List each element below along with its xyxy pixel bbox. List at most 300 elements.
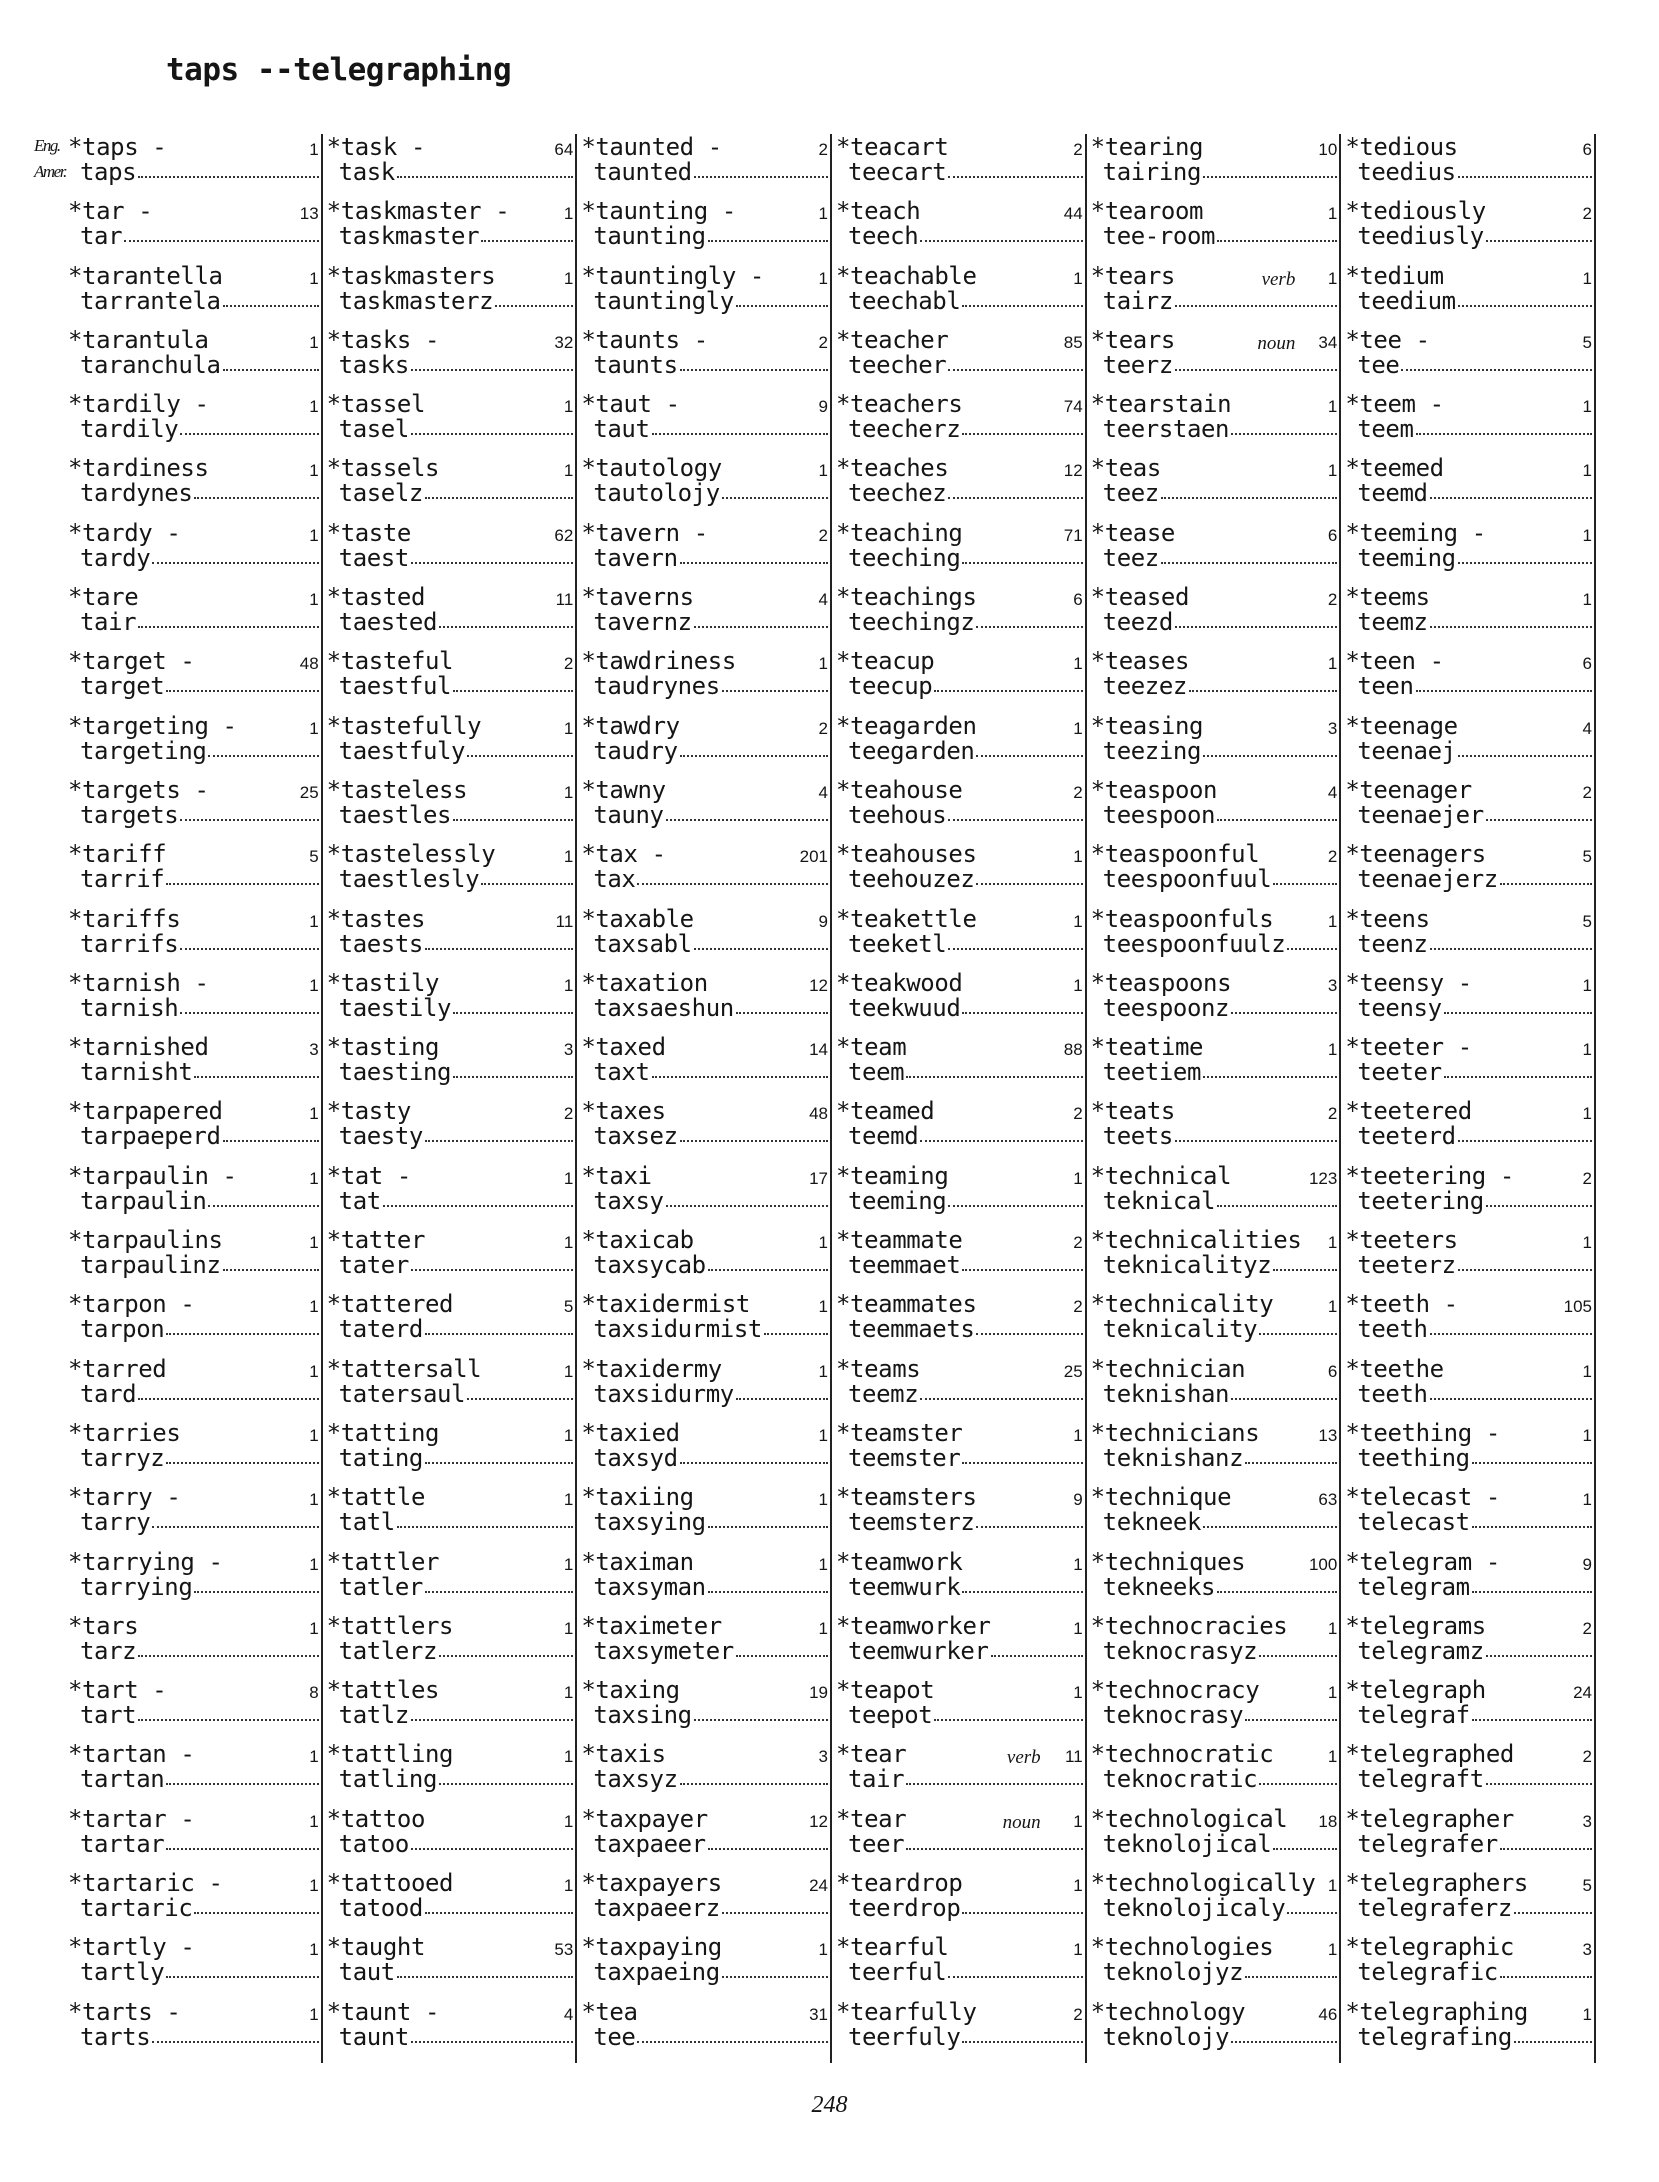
word-entry — [1087, 1934, 1340, 1998]
frequency-count: 12 — [1063, 461, 1083, 481]
word-entry — [577, 327, 830, 391]
frequency-count: 48 — [809, 1104, 828, 1124]
word-column-1 — [68, 134, 323, 2063]
english-spelling: *taunts - — [581, 325, 708, 354]
frequency-count: 1 — [1073, 1811, 1083, 1831]
english-spelling: *tarantula — [68, 325, 209, 354]
frequency-count: 5 — [563, 1297, 574, 1317]
dotted-leader — [1514, 2025, 1592, 2043]
frequency-count: 1 — [309, 2004, 319, 2024]
frequency-count: 1 — [309, 718, 319, 738]
dotted-leader — [1458, 160, 1592, 178]
english-spelling: *tart - — [68, 1676, 167, 1705]
phonetic-spelling: target — [80, 674, 165, 700]
word-entry — [1087, 1420, 1340, 1484]
word-entry — [1341, 1613, 1594, 1677]
phonetic-row — [836, 932, 1083, 957]
phonetic-row — [836, 224, 1083, 249]
frequency-count: 2 — [818, 525, 828, 545]
word-entry — [832, 520, 1085, 584]
phonetic-row — [836, 610, 1083, 635]
phonetic-spelling: teknolojicaly — [1102, 1896, 1286, 1922]
frequency-count: 2 — [1073, 1233, 1083, 1253]
word-column-6 — [1341, 134, 1596, 2063]
word-entry — [1087, 1999, 1340, 2063]
frequency-count: 4 — [818, 782, 828, 802]
dotted-leader — [962, 996, 1082, 1014]
phonetic-spelling: tatoo — [338, 1831, 409, 1857]
english-spelling: *tawny — [581, 775, 666, 804]
dotted-leader — [1273, 867, 1337, 885]
dotted-leader — [1273, 1832, 1337, 1850]
frequency-count: 1 — [563, 1490, 574, 1510]
phonetic-spelling: taunt — [338, 2024, 409, 2050]
english-spelling: *technological — [1090, 1804, 1288, 1833]
phonetic-spelling: tardynes — [80, 481, 193, 507]
frequency-count: 1 — [563, 268, 574, 288]
frequency-count: 1 — [818, 1618, 828, 1638]
dotted-leader — [694, 932, 828, 950]
phonetic-row — [1091, 224, 1338, 249]
english-spelling: *teammate — [836, 1226, 963, 1255]
english-spelling: *tedium — [1345, 261, 1444, 290]
dotted-leader — [223, 289, 319, 307]
phonetic-row — [327, 1575, 574, 1600]
dotted-leader — [708, 1510, 828, 1528]
english-spelling: *tarnish - — [68, 968, 209, 997]
english-spelling: *techniques — [1090, 1547, 1246, 1576]
phonetic-row — [327, 1124, 574, 1149]
frequency-count: 85 — [1063, 332, 1083, 352]
phonetic-row — [1345, 289, 1592, 314]
phonetic-row — [68, 481, 319, 506]
phonetic-spelling: teem — [1357, 417, 1414, 443]
word-entry — [577, 1741, 830, 1805]
word-entry — [323, 1098, 576, 1162]
phonetic-spelling: tasel — [338, 417, 409, 443]
english-spelling: *tattling — [326, 1740, 454, 1769]
english-spelling: *tassels — [326, 454, 440, 483]
phonetic-row — [836, 1832, 1083, 1857]
frequency-count: 3 — [309, 1040, 319, 1060]
phonetic-spelling: teenaejer — [1357, 802, 1484, 828]
phonetic-row — [327, 417, 574, 442]
english-spelling: *technicalities — [1090, 1226, 1302, 1255]
phonetic-row — [1091, 1639, 1338, 1664]
dotted-leader — [1458, 1124, 1592, 1142]
phonetic-spelling: teknishanz — [1102, 1445, 1244, 1471]
word-entry — [323, 1806, 576, 1870]
word-entry — [577, 391, 830, 455]
word-entry — [1341, 1034, 1594, 1098]
dotted-leader — [948, 481, 1082, 499]
english-spelling: *taxpayers — [581, 1869, 722, 1898]
english-spelling: *tastefully — [326, 711, 482, 740]
english-spelling: *taxpayer — [581, 1804, 708, 1833]
phonetic-spelling: teerz — [1102, 352, 1173, 378]
dotted-leader — [180, 932, 318, 950]
phonetic-row — [1345, 1960, 1592, 1985]
word-entry — [577, 1613, 830, 1677]
frequency-count: 2 — [1327, 590, 1338, 610]
dotted-leader — [1189, 674, 1337, 692]
frequency-count: 1 — [1582, 1233, 1592, 1253]
dotted-leader — [1203, 739, 1337, 757]
phonetic-row — [1091, 1317, 1338, 1342]
frequency-count: 1 — [1327, 1876, 1338, 1896]
word-entry — [68, 584, 321, 648]
frequency-count: 1 — [563, 397, 574, 417]
english-spelling: *targets - — [68, 775, 209, 804]
phonetic-spelling: tat — [338, 1188, 381, 1214]
word-entry — [832, 1034, 1085, 1098]
phonetic-row — [1091, 1060, 1338, 1085]
phonetic-row — [581, 1767, 828, 1792]
english-spelling: *tasty — [326, 1097, 411, 1126]
phonetic-spelling: teemster — [848, 1445, 961, 1471]
dotted-leader — [1231, 2025, 1337, 2043]
phonetic-spelling: telegrafing — [1357, 2024, 1512, 2050]
phonetic-spelling: taxsyz — [593, 1767, 678, 1793]
word-entry — [1341, 1677, 1594, 1741]
dotted-leader — [962, 1253, 1082, 1271]
dotted-leader — [166, 1446, 318, 1464]
phonetic-row — [836, 1767, 1083, 1792]
phonetic-row — [327, 160, 574, 185]
english-spelling: *taxidermist — [581, 1290, 750, 1319]
phonetic-row — [68, 417, 319, 442]
part-of-speech: noun — [1257, 332, 1296, 354]
word-entry — [68, 1484, 321, 1548]
english-spelling: *tears — [1090, 261, 1175, 290]
phonetic-row — [836, 1060, 1083, 1085]
word-entry — [577, 1163, 830, 1227]
word-entry — [577, 1291, 830, 1355]
english-spelling: *tarpapered — [68, 1097, 223, 1126]
dotted-leader — [1273, 1253, 1337, 1271]
word-entry — [832, 1098, 1085, 1162]
word-entry — [577, 1806, 830, 1870]
english-spelling: *targeting - — [68, 711, 237, 740]
frequency-count: 11 — [555, 911, 574, 931]
phonetic-spelling: teespoon — [1102, 802, 1216, 828]
english-spelling: *technocracies — [1090, 1611, 1288, 1640]
phonetic-spelling: tarry — [80, 1510, 151, 1536]
frequency-count: 1 — [818, 1554, 828, 1574]
word-entry — [577, 1999, 830, 2063]
frequency-count: 1 — [1327, 397, 1338, 417]
phonetic-row — [836, 1446, 1083, 1471]
phonetic-spelling: teegarden — [848, 738, 975, 764]
phonetic-row — [581, 417, 828, 442]
dotted-leader — [680, 739, 828, 757]
phonetic-row — [1345, 610, 1592, 635]
english-spelling: *taverns — [581, 583, 694, 612]
word-entry — [1341, 1420, 1594, 1484]
phonetic-spelling: tee-room — [1102, 224, 1216, 250]
english-spelling: *taxi — [581, 1161, 652, 1190]
phonetic-spelling: teemmaet — [848, 1253, 961, 1279]
phonetic-spelling: taxsaeshun — [593, 995, 734, 1021]
phonetic-spelling: taskmasterz — [338, 288, 494, 314]
dotted-leader — [1486, 1767, 1592, 1785]
dotted-leader — [962, 1575, 1082, 1593]
phonetic-spelling: teeming — [1357, 545, 1456, 571]
phonetic-row — [1091, 2025, 1338, 2050]
word-entry — [1087, 391, 1340, 455]
english-spelling: *teems — [1345, 583, 1430, 612]
word-entry — [577, 648, 830, 712]
phonetic-row — [1091, 996, 1338, 1021]
phonetic-row — [836, 289, 1083, 314]
word-entry — [832, 970, 1085, 1034]
phonetic-spelling: taestfuly — [338, 738, 466, 764]
phonetic-row — [327, 1510, 574, 1535]
word-list-grid — [68, 134, 1596, 2063]
dotted-leader — [223, 1253, 319, 1271]
dotted-leader — [948, 1189, 1082, 1207]
phonetic-row — [68, 674, 319, 699]
phonetic-row — [1091, 1832, 1338, 1857]
phonetic-row — [581, 2025, 828, 2050]
phonetic-row — [581, 1639, 828, 1664]
english-spelling: *teetering - — [1345, 1161, 1514, 1190]
phonetic-row — [327, 610, 574, 635]
frequency-count: 1 — [1582, 1361, 1592, 1381]
frequency-count: 1 — [309, 1425, 319, 1445]
dotted-leader — [425, 1896, 573, 1914]
english-spelling: *taskmasters — [326, 261, 496, 290]
frequency-count: 62 — [554, 525, 574, 545]
phonetic-spelling: taxsing — [593, 1703, 692, 1729]
phonetic-spelling: teknocrasy — [1102, 1703, 1244, 1729]
phonetic-row — [836, 546, 1083, 571]
dotted-leader — [976, 1510, 1082, 1528]
english-spelling: *teach — [836, 197, 921, 226]
english-spelling: *tasks - — [326, 325, 440, 354]
dotted-leader — [920, 1124, 1082, 1142]
phonetic-row — [68, 996, 319, 1021]
phonetic-spelling: tarz — [80, 1638, 137, 1664]
phonetic-row — [1091, 1960, 1338, 1985]
phonetic-row — [68, 160, 319, 185]
dotted-leader — [976, 739, 1082, 757]
word-entry — [68, 1741, 321, 1805]
word-entry — [68, 1356, 321, 1420]
phonetic-spelling: telegraferz — [1357, 1896, 1512, 1922]
english-spelling: *teakettle — [836, 904, 977, 933]
phonetic-spelling: teehous — [848, 802, 947, 828]
phonetic-spelling: tarrifs — [80, 931, 179, 957]
english-spelling: *teenagers — [1345, 840, 1486, 869]
frequency-count: 5 — [1582, 911, 1592, 931]
word-entry — [68, 1034, 321, 1098]
dotted-leader — [138, 1639, 318, 1657]
word-entry — [323, 970, 576, 1034]
phonetic-spelling: teen — [1357, 674, 1414, 700]
english-spelling: *tasteful — [326, 647, 454, 676]
word-entry — [832, 1291, 1085, 1355]
word-entry — [832, 198, 1085, 262]
frequency-count: 1 — [1327, 268, 1338, 288]
phonetic-spelling: teenaejerz — [1357, 867, 1498, 893]
frequency-count: 1 — [818, 268, 828, 288]
english-spelling: *tear — [836, 1740, 907, 1769]
phonetic-row — [68, 867, 319, 892]
english-spelling: *teahouses — [836, 840, 977, 869]
word-entry — [1341, 648, 1594, 712]
dotted-leader — [194, 1060, 318, 1078]
phonetic-spelling: teemz — [848, 1381, 919, 1407]
dotted-leader — [1500, 1832, 1592, 1850]
dotted-leader — [934, 674, 1082, 692]
phonetic-row — [327, 2025, 574, 2050]
phonetic-spelling: tatlz — [338, 1703, 409, 1729]
phonetic-row — [581, 1703, 828, 1728]
phonetic-spelling: taestful — [338, 674, 452, 700]
frequency-count: 48 — [299, 654, 319, 674]
frequency-count: 25 — [299, 782, 319, 802]
english-spelling: *teases — [1090, 647, 1190, 676]
phonetic-row — [836, 1317, 1083, 1342]
english-spelling: *technical — [1090, 1161, 1232, 1190]
word-entry — [68, 841, 321, 905]
phonetic-row — [836, 867, 1083, 892]
phonetic-row — [1345, 1639, 1592, 1664]
phonetic-row — [327, 1767, 574, 1792]
english-spelling: *technician — [1090, 1354, 1246, 1383]
english-spelling: *teachable — [836, 261, 977, 290]
dotted-leader — [166, 1960, 318, 1978]
phonetic-row — [1091, 803, 1338, 828]
frequency-count: 201 — [799, 847, 828, 867]
phonetic-row — [68, 739, 319, 764]
phonetic-spelling: teensy — [1357, 995, 1442, 1021]
word-entry — [1087, 584, 1340, 648]
frequency-count: 3 — [1327, 718, 1338, 738]
dotted-leader — [481, 224, 573, 242]
phonetic-row — [1345, 803, 1592, 828]
dotted-leader — [411, 1832, 573, 1850]
word-entry — [323, 1870, 576, 1934]
word-entry — [1087, 1356, 1340, 1420]
word-entry — [323, 1677, 576, 1741]
word-entry — [1087, 648, 1340, 712]
phonetic-row — [327, 481, 574, 506]
dotted-leader — [1203, 1510, 1337, 1528]
dotted-leader — [666, 1189, 828, 1207]
english-spelling: *tasting — [326, 1033, 440, 1062]
word-entry — [68, 520, 321, 584]
phonetic-spelling: teemd — [848, 1124, 919, 1150]
phonetic-spelling: teemwurker — [848, 1638, 989, 1664]
dotted-leader — [1486, 803, 1592, 821]
dotted-leader — [906, 1060, 1082, 1078]
phonetic-spelling: telegrafer — [1357, 1831, 1498, 1857]
phonetic-row — [1345, 1767, 1592, 1792]
word-entry — [1341, 1806, 1594, 1870]
phonetic-spelling: telecast — [1357, 1510, 1470, 1536]
phonetic-row — [327, 1960, 574, 1985]
word-entry — [1341, 134, 1594, 198]
english-spelling: *teamed — [836, 1097, 935, 1126]
frequency-count: 11 — [555, 590, 574, 610]
phonetic-row — [836, 1575, 1083, 1600]
word-entry — [68, 906, 321, 970]
phonetic-row — [1091, 1189, 1338, 1214]
frequency-count: 1 — [563, 847, 574, 867]
frequency-count: 1 — [1073, 268, 1083, 288]
phonetic-spelling: teknicality — [1102, 1317, 1258, 1343]
word-entry — [832, 263, 1085, 327]
english-spelling: *teethe — [1345, 1354, 1444, 1383]
phonetic-spelling: tauntingly — [593, 288, 734, 314]
frequency-count: 17 — [809, 1168, 828, 1188]
english-spelling: *tatter — [326, 1226, 426, 1255]
word-entry — [832, 455, 1085, 519]
frequency-count: 88 — [1063, 1040, 1083, 1060]
phonetic-row — [68, 610, 319, 635]
phonetic-row — [581, 867, 828, 892]
dotted-leader — [1500, 867, 1592, 885]
frequency-count: 1 — [309, 1233, 319, 1253]
english-spelling: *teardrop — [836, 1869, 963, 1898]
english-spelling: *teahouse — [836, 775, 963, 804]
frequency-count: 1 — [563, 461, 574, 481]
dotted-leader — [1259, 1317, 1337, 1335]
word-column-3 — [577, 134, 832, 2063]
word-entry — [1341, 970, 1594, 1034]
word-entry — [323, 1420, 576, 1484]
english-spelling: *teeth - — [1345, 1290, 1458, 1319]
frequency-count: 71 — [1063, 525, 1083, 545]
dotted-leader — [1287, 1896, 1337, 1914]
phonetic-row — [581, 1317, 828, 1342]
dotted-leader — [680, 1124, 828, 1142]
dotted-leader — [906, 1767, 1082, 1785]
dotted-leader — [666, 803, 828, 821]
dotted-leader — [722, 1896, 828, 1914]
english-spelling: *tardy - — [68, 518, 181, 547]
english-spelling: *tearoom — [1090, 197, 1204, 226]
frequency-count: 6 — [1327, 1361, 1338, 1381]
phonetic-row — [1091, 867, 1338, 892]
phonetic-spelling: tarpaeperd — [80, 1124, 221, 1150]
frequency-count: 5 — [309, 847, 319, 867]
dotted-leader — [948, 932, 1082, 950]
page-title: taps --telegraphing — [166, 52, 512, 88]
english-spelling: *tars — [68, 1611, 139, 1640]
word-column-5 — [1087, 134, 1342, 2063]
frequency-count: 1 — [1327, 204, 1338, 224]
frequency-count: 1 — [1327, 1233, 1338, 1253]
dotted-leader — [1401, 353, 1592, 371]
dotted-leader — [1245, 1703, 1337, 1721]
dotted-leader — [425, 1446, 573, 1464]
word-entry — [577, 455, 830, 519]
english-spelling: *tare — [68, 583, 139, 612]
english-spelling: *tartly - — [68, 1933, 195, 1962]
english-spelling: *tee - — [1345, 325, 1430, 354]
phonetic-row — [581, 739, 828, 764]
frequency-count: 1 — [1582, 590, 1592, 610]
word-entry — [68, 455, 321, 519]
english-spelling: *taxation — [581, 968, 708, 997]
word-entry — [1087, 1613, 1340, 1677]
phonetic-spelling: teech — [848, 224, 919, 250]
phonetic-spelling: teepot — [848, 1703, 933, 1729]
phonetic-row — [1345, 417, 1592, 442]
